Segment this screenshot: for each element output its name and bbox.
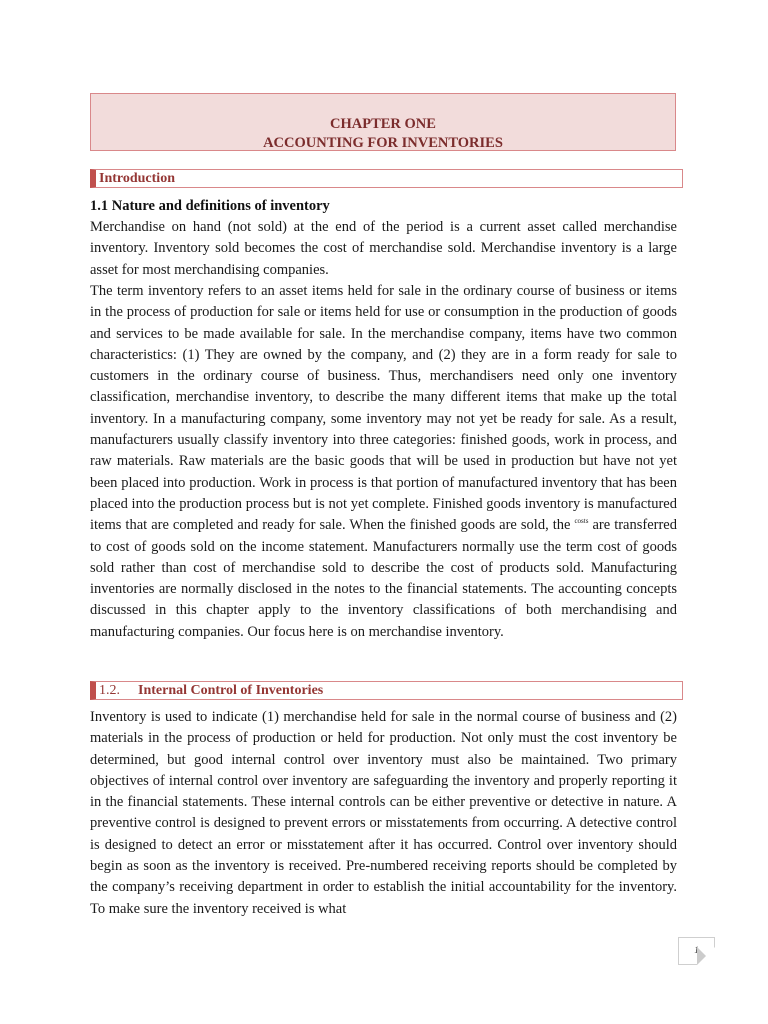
- chapter-title-box: [90, 93, 676, 151]
- page-curl-icon: [697, 947, 715, 965]
- subsection-heading-nature: 1.1 Nature and definitions of inventory: [90, 198, 330, 214]
- section-heading-internal-control: [90, 681, 683, 700]
- page-number-badge: [678, 937, 715, 965]
- chapter-label: CHAPTER ONE: [330, 116, 436, 132]
- chapter-title: ACCOUNTING FOR INVENTORIES: [263, 135, 503, 151]
- paragraph-text: are transferred to cost of goods sold on the income statement. Manufacturers normally use the term cost of goods sold rather than cost of merchandise sold to describe the cost of products sold. Manufacturing inventories are normally disclosed in the notes to the financial statements. The accounting concepts discussed in this chapter apply to the inventory classifications of both merchandising and manufacturing companies. Our focus here is on merchandise inventory.: [90, 517, 677, 640]
- section-heading-introduction: [90, 169, 683, 188]
- section-title: Internal Control of Inventories: [138, 683, 324, 698]
- page-number: 1: [694, 945, 699, 955]
- paragraph-nature-1: Merchandise on hand (not sold) at the end of the period is a current asset called merchandise inventory. Inventory sold becomes the cost of merchandise sold. Merchandise inventory is a large asset for most merchandising companies.: [90, 219, 677, 278]
- section-title: Introduction: [99, 171, 175, 186]
- superscript-costs: costs: [574, 517, 589, 526]
- section-number: 1.2.: [99, 683, 120, 698]
- paragraph-internal-control-1: Inventory is used to indicate (1) merchandise held for sale in the normal course of business and (2) materials in the process of production or held for production. Not only must the cost inventory be determined, but good internal control over inventory must also be maintained. Two primary objectives of internal control over inventory are safeguarding the inventory and properly reporting it in the financial statements. These internal controls can be either preventive or detective in nature. A preventive control is designed to prevent errors or misstatements from occurring. A detective control is designed to detect an error or misstatement after it has occurred. Control over inventory should begin as soon as the inventory is received. Pre-numbered receiving reports should be completed by the company’s receiving department in order to establish the initial accountability for the inventory. To make sure the inventory received is what: [90, 709, 677, 917]
- paragraph-nature-2: [90, 281, 677, 643]
- paragraph-text: The term inventory refers to an asset items held for sale in the ordinary course of business or items in the process of production for sale or items held for use or consumption in the production of goods and services to be made available for sale. In the merchandise company, items have two common characteristics: (1) They are owned by the company, and (2) they are in a form ready for sale to customers in the ordinary course of business. Thus, merchandisers need only one inventory classification, merchandise inventory, to describe the many different items that make up the total inventory. In a manufacturing company, some inventory may not yet be ready for sale. As a result, manufacturers usually classify inventory into three categories: finished goods, work in process, and raw materials. Raw materials are the basic goods that will be used in production but have not yet been placed into production. Work in process is that portion of manufactured inventory that has been placed into the production process but is not yet complete. Finished goods inventory is manufactured items that are completed and ready for sale. When the finished goods are sold, the: [90, 283, 677, 534]
